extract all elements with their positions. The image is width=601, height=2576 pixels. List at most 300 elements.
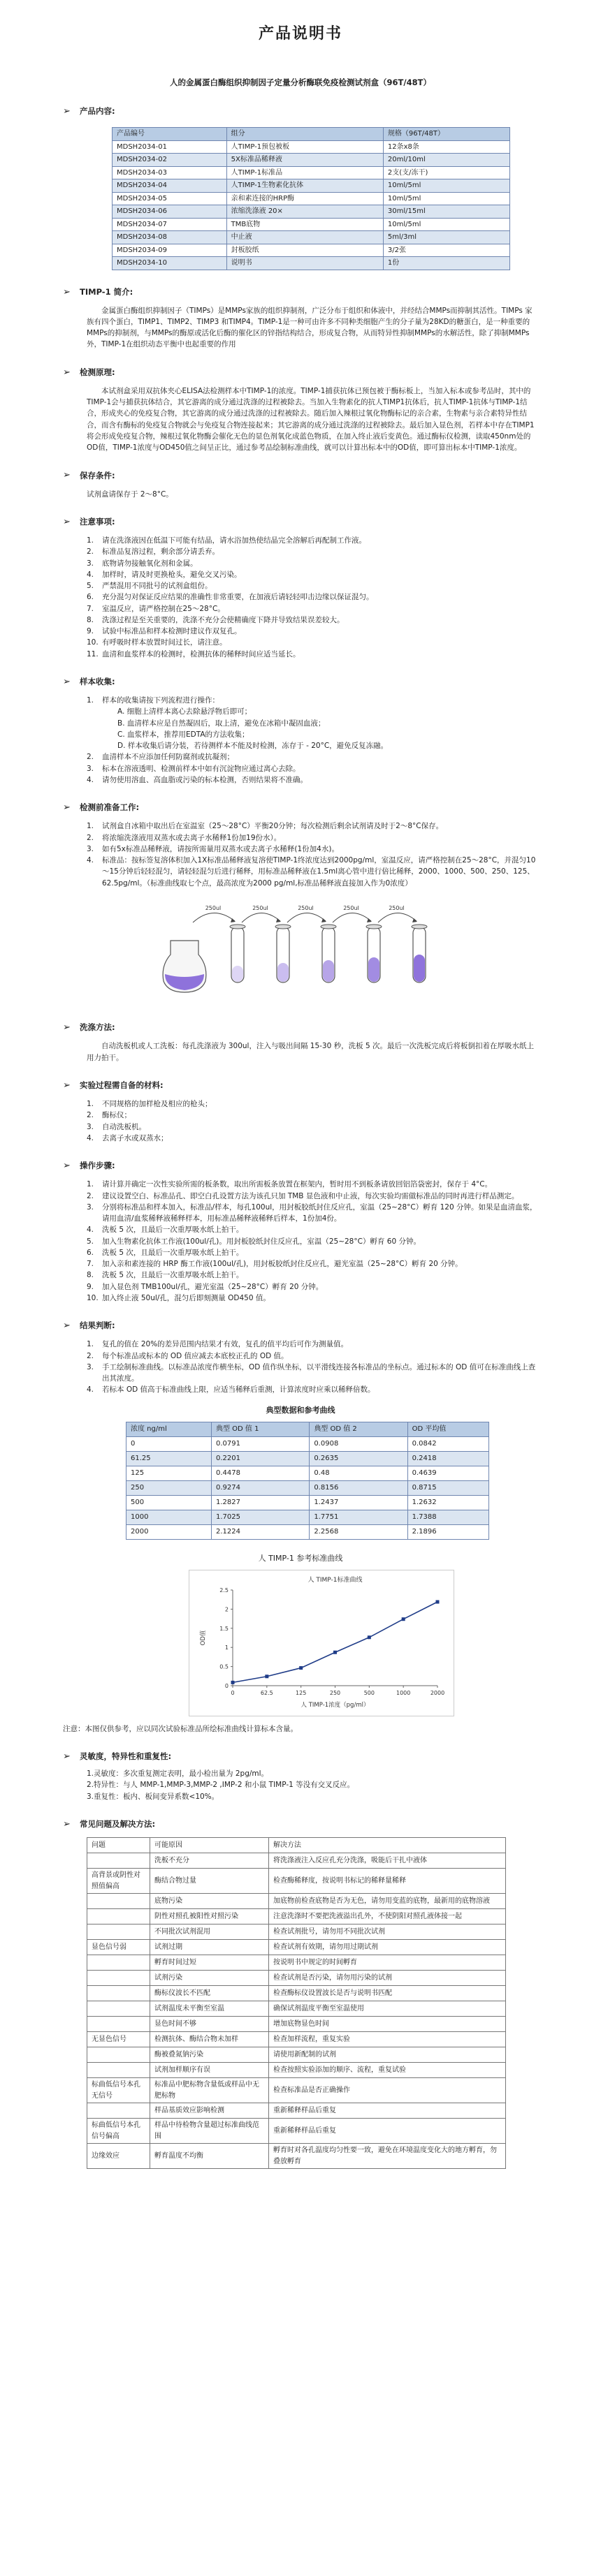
item-text: 加入亲和素连接的 HRP 酶工作液(100ul/孔)，用封板胶纸封住反应孔，避光室温（25~28°C）孵育 20 分钟。 [102,1260,463,1269]
tube-liquid [414,955,425,982]
data-point [368,1635,371,1639]
faq-cell [87,1909,150,1924]
faq-cell: 孵育时对各孔温度均匀性要一致，避免在环境温度变化大的地方孵育，勿叠放孵育 [269,2144,506,2169]
arrow-marker-icon: ➢ [63,802,71,814]
item-text: 室温反应，请严格控制在25～28°C。 [102,604,225,613]
table-cell: 人TIMP-1预包被板 [226,140,383,154]
section-heading: 灵敏度，特异性和重复性: [80,1751,172,1762]
item-number: 6. [87,1248,94,1257]
table-cell: 0.0908 [310,1436,407,1451]
faq-row [87,2103,506,2119]
list-item [87,1269,538,1281]
product-table [112,127,510,270]
y-tick-label: 0.5 [219,1663,229,1670]
table-cell: 20ml/10ml [383,154,509,167]
list-item [87,718,538,729]
faq-cell: 检查标准品是否正确操作 [269,2078,506,2103]
section-heading: 产品内容: [80,106,115,117]
table-cell: 封板胶纸 [226,244,383,257]
item-number: 3. [87,1362,94,1371]
faq-cell: 将洗涤液注入反应孔充分洗涤，吸能后干扎中液体 [269,1853,506,1869]
product-row [113,154,510,167]
product-row [113,166,510,179]
faq-cell: 试剂过期 [150,1940,269,1955]
item-text: 加入终止液 50ul/孔，混匀后即刻测量 OD450 值。 [102,1293,270,1302]
faq-cell: 试剂温度未平衡至室温 [150,2001,269,2017]
data-point [265,1675,268,1678]
list-item [87,569,538,580]
transfer-volume-label: 250ul [389,904,405,911]
table-cell: 2.1896 [407,1524,488,1539]
section-notes [63,515,538,660]
y-tick-label: 0 [224,1682,229,1689]
faq-cell: 标曲低信号本孔信号偏高 [87,2119,150,2144]
steps-list [63,1179,538,1304]
faq-cell: 样品中待检物含量超过标准曲线范围 [150,2119,269,2144]
list-item [87,774,538,786]
table-cell: 500 [126,1495,212,1510]
arrow-marker-icon: ➢ [63,1161,71,1172]
section-materials [63,1079,538,1144]
faq-cell: 孵育时间过短 [150,1955,269,1971]
faq-cell: 检查试剂是否污染，请勿用污染的试剂 [269,1971,506,1986]
faq-cell [87,1894,150,1909]
item-number: 2. [87,547,94,557]
list-item [87,626,538,637]
list-item [87,1384,538,1395]
item-text: 标准品：按标签复溶体积加入1X标准品稀释液复溶使TIMP-1终浓度达到2000pg/ml，室温反应，请严格控制在25～28°C，并混匀10～15分钟后轻轻混匀，请轻轻混匀后进行稀释，用标准品稀释液在1.5ml离心管中进行倍比稀释，2000、1000、500、250、125、62.5pg/ml。（标准曲线取七个点，最高浓度为2000 pg/ml,标准品稀释液直接加入作为0浓度） [102,856,536,888]
table-header-cell: 浓度 ng/ml [126,1422,212,1436]
arrow-marker-icon: ➢ [63,676,71,687]
product-row [113,231,510,244]
x-axis-label: 人 TIMP-1浓度（pg/ml） [300,1701,370,1709]
faq-cell: 样品基质效应影响检测 [150,2103,269,2119]
item-number: 2. [87,833,94,842]
table-cell: 1.2632 [407,1495,488,1510]
transfer-arrow-icon [378,913,417,922]
list-item [87,706,538,717]
arrowhead-icon [276,918,281,922]
item-number: 8. [87,615,94,624]
section-heading: 检测原理: [80,367,115,377]
list-item [87,558,538,569]
item-number: 5. [87,582,94,591]
table-cell: 2支(支/冻干) [383,166,509,179]
data-point [231,1681,235,1684]
section-heading: 操作步骤: [80,1161,115,1171]
table-cell: 5X标准品稀释液 [226,154,383,167]
tube-liquid [277,963,289,982]
item-text: 分别将标准品和样本加入，标准品/样本，每孔100ul，用封板胶纸封住反应孔，室温（25~28°C）孵育 120 分钟。如果是血清血浆，请用血清/血浆稀释液稀释样本，用标准品稀释液稀释后样本，1份加4份。 [102,1202,537,1223]
faq-table [87,1837,506,2169]
faq-cell: 高背景或阴性对照值偏高 [87,1869,150,1894]
item-text: 若标本 OD 值高于标准曲线上限，应适当稀释后重测，计算浓度时应乘以稀释倍数。 [102,1385,375,1394]
faq-header-cell: 可能原因 [150,1838,269,1853]
faq-row [87,2119,506,2144]
table-cell: MDSH2034-07 [113,218,227,231]
faq-cell: 边缘效应 [87,2144,150,2169]
section-heading: 样本收集: [80,677,115,687]
table-cell: 30ml/15ml [383,205,509,219]
faq-cell: 酶结合物过量 [150,1869,269,1894]
section-heading: 实验过程需自备的材料: [80,1080,164,1091]
list-item [87,751,538,763]
item-text: 加入生物素化抗体工作液(100ul/孔)。用封板胶纸封住反应孔，室温（25~28°C）孵育 60 分钟。 [102,1237,421,1246]
faq-cell: 酶被叠氮钠污染 [150,2047,269,2063]
faq-header-row [87,1838,506,1853]
y-tick-label: 1 [224,1644,229,1651]
item-text: B. 血清样本应是自然凝固后，取上清，避免在冰箱中凝固血液； [117,719,326,728]
standard-data-table [126,1422,489,1540]
product-row [113,205,510,219]
std-row [126,1436,489,1451]
item-text: 洗板 5 次，且最后一次重厚吸水纸上拍干。 [102,1271,244,1280]
item-number: 9. [87,627,94,636]
transfer-volume-label: 250ul [252,904,268,911]
table-cell: 亲和素连接的HRP酶 [226,192,383,205]
wash-text: 自动洗板机或人工洗板：每孔洗涤液为 300ul，注入与吸出间隔 15-30 秒，洗板 5 次。最后一次洗板完成后将板倒扣着在厚吸水纸上用力拍干。 [87,1042,534,1062]
list-item [87,603,538,614]
arrow-marker-icon: ➢ [63,286,71,297]
notes-list [63,535,538,660]
faq-row [87,2078,506,2103]
table-cell: 2.2568 [310,1524,407,1539]
arrow-marker-icon: ➢ [63,1022,71,1033]
item-number: 1. [87,1180,94,1189]
faq-row [87,2001,506,2017]
table-cell: 1.2437 [310,1495,407,1510]
page-title: 产品说明书 [258,25,342,43]
section-results [63,1319,538,1735]
item-text: 请在洗涤液因在低温下可能有结晶，请水浴加热使结晶完全溶解后再配制工作液。 [102,536,366,545]
table-cell: MDSH2034-09 [113,244,227,257]
x-tick-label: 1000 [396,1689,411,1696]
item-text: 严禁混用不同批号的试剂盒组份。 [102,582,212,591]
faq-cell: 检查酶标仪设置波长是否与说明书匹配 [269,1986,506,2001]
sensitivity-list [63,1768,538,1802]
list-item [87,1224,538,1235]
faq-row [87,1894,506,1909]
item-number [87,740,102,751]
table-cell: TMB底物 [226,218,383,231]
faq-row [87,2032,506,2047]
item-number: 10. [87,1293,99,1302]
faq-cell [87,1853,150,1869]
list-item [87,763,538,774]
item-number: 1. [87,1100,94,1109]
table-cell: 0.8715 [407,1480,488,1495]
table-header-cell: 产品编号 [113,128,227,141]
list-item [87,844,538,855]
item-text: D. 样本收集后请分装，若待测样本不能及时检测，冻存于 - 20°C，避免反复冻融。 [117,742,389,751]
faq-cell: 加底物前检查底物是否为无色，请勿用变蓝的底物，最新用的底物溶液 [269,1894,506,1909]
list-item [87,695,538,706]
std-table-caption: 典型数据和参考曲线 [266,1405,335,1415]
faq-cell: 不同批次试剂混用 [150,1924,269,1940]
item-number: 4. [87,775,94,784]
storage-text: 试剂盒请保存于 2～8°C。 [87,490,173,499]
tube-rim [366,925,382,929]
intro-text: 金属蛋白酶组织抑制因子（TIMPs）是MMPs家族的组织抑制剂，广泛分布于组织和体液中，并经结合MMPs而抑制其活性。TIMPs 家族有四个蛋白，TIMP1、TIMP2、TIMP3 和TIMP4。TIMP-1是一种可由许多不同种类细胞产生的分子量为28KD的糖蛋白，是一种重要的MMPs的抑制剂，与MMPs的酶原或活化后酶的催化区的锌指结构结合，形成复合物，从而特异性抑制MMPs的水解活性，除了抑制MMPs外，TIMP-1在组织动态平衡中也起重要的作用 [87,306,533,349]
list-item [87,1110,538,1121]
list-item [87,580,538,591]
faq-row [87,2144,506,2169]
item-number: 2. [87,1351,94,1360]
x-tick-label: 250 [329,1689,341,1696]
list-item [87,1191,538,1202]
item-number [87,729,102,740]
table-cell: 0.48 [310,1466,407,1480]
faq-row [87,2063,506,2078]
list-item [87,1121,538,1133]
table-cell: MDSH2034-08 [113,231,227,244]
transfer-arrow-icon [242,913,280,922]
x-tick-label: 125 [296,1689,307,1696]
item-text: 样本的收集请按下列流程进行操作： [102,696,219,705]
item-text: 自动洗板机。 [102,1122,146,1131]
item-text: 每个标准品或标本的 OD 值应减去本底校正孔的 OD 值。 [102,1351,289,1360]
list-item [87,1350,538,1362]
section-content [63,105,538,270]
faq-cell [87,2001,150,2017]
std-row [126,1510,489,1524]
table-cell: 5ml/3ml [383,231,509,244]
table-cell: 0.0791 [212,1436,310,1451]
chart-note: 注意：本图仅供参考，应以同次试验标准品所绘标准曲线计算标本含量。 [63,1724,298,1733]
item-number [87,706,102,717]
table-cell: 0.8156 [310,1480,407,1495]
list-item [87,637,538,648]
std-row [126,1451,489,1466]
item-number: 1. [87,696,94,705]
tube-liquid [323,960,334,982]
list-item [87,855,538,889]
sample-list [63,695,538,786]
table-cell: MDSH2034-04 [113,179,227,193]
item-number [87,718,102,729]
item-number: 6. [87,593,94,602]
transfer-arrow-icon [333,913,371,922]
table-cell: 1份 [383,257,509,270]
item-text: 如有5x标准品稀释液，请按所需量用双蒸水或去离子水稀释(1份加4水)。 [102,844,339,853]
table-cell: 2.1224 [212,1524,310,1539]
item-number: 1. [87,822,94,831]
section-sample [63,675,538,786]
item-text: 请勿使用溶血、高血脂或污染的标本检测，否则结果将不准确。 [102,775,307,784]
table-cell: 中止液 [226,231,383,244]
item-number: 3. [87,1122,94,1131]
product-row [113,244,510,257]
faq-cell: 增加底物显色时间 [269,2017,506,2032]
item-text: 标准品复溶过程，剩余部分请丢弃。 [102,547,219,557]
list-item [87,1133,538,1144]
table-cell: 61.25 [126,1451,212,1466]
section-prep [63,801,538,1000]
faq-cell: 酶标仪波长不匹配 [150,1986,269,2001]
list-item [87,832,538,844]
item-text: 将浓缩洗涤液用双蒸水或去离子水稀释1份加19份水）。 [102,833,282,842]
list-item [87,649,538,660]
item-text: 洗涤过程是至关重要的，洗涤不充分会使精确度下降并导致结果误差较大。 [102,615,345,624]
faq-row [87,1971,506,1986]
transfer-arrow-icon [287,913,326,922]
table-cell: 0.9274 [212,1480,310,1495]
data-point [436,1600,440,1603]
std-row [126,1524,489,1539]
arrow-marker-icon: ➢ [63,1080,71,1091]
faq-cell [87,1924,150,1940]
arrow-marker-icon: ➢ [63,1818,71,1830]
table-cell: 2000 [126,1524,212,1539]
tube-rim [230,925,245,929]
item-number: 1. [87,536,94,545]
item-text: 标本在溶液透明、检测前样本中如有沉淀物应通过离心去除。 [102,764,300,773]
item-number: 3. [87,844,94,853]
table-cell: 3/2张 [383,244,509,257]
list-item [87,535,538,546]
x-tick-label: 62.5 [260,1689,273,1696]
materials-list [63,1098,538,1144]
faq-cell: 请使用新配制的试剂 [269,2047,506,2063]
table-header-cell: 组分 [226,128,383,141]
table-cell: MDSH2034-05 [113,192,227,205]
table-cell: 0.4478 [212,1466,310,1480]
arrow-marker-icon: ➢ [63,1320,71,1332]
section-wash [63,1021,538,1063]
list-item [87,729,538,740]
faq-cell: 按说明书中规定的时间孵育 [269,1955,506,1971]
arrowhead-icon [321,918,326,922]
table-cell: 1.2827 [212,1495,310,1510]
item-number: 3. [87,764,94,773]
std-row [126,1495,489,1510]
table-cell: MDSH2034-01 [113,140,227,154]
item-text: 加入显色剂 TMB100ul/孔，避光室温（25~28°C）孵育 20 分钟。 [102,1282,324,1291]
arrowhead-icon [412,918,417,922]
list-item [87,1281,538,1293]
arrow-marker-icon: ➢ [63,367,71,378]
std-row [126,1480,489,1495]
data-point [333,1650,337,1654]
faq-cell: 试剂加样顺序有误 [150,2063,269,2078]
item-text: 洗板 5 次，且最后一次重厚吸水纸上拍干。 [102,1248,244,1257]
table-cell: 说明书 [226,257,383,270]
section-heading: 保存条件: [80,470,115,480]
table-cell: 0.4639 [407,1466,488,1480]
faq-header-cell: 问题 [87,1838,150,1853]
list-item [87,1362,538,1385]
results-list [63,1339,538,1395]
sensitivity-item: 1.灵敏度：多次重复测定表明，最小检出量为 2pg/ml。 [87,1769,269,1779]
faq-cell: 试剂污染 [150,1971,269,1986]
faq-cell: 底物污染 [150,1894,269,1909]
faq-row [87,1955,506,1971]
table-cell: 0.2418 [407,1451,488,1466]
faq-row [87,1869,506,1894]
faq-cell [87,1986,150,2001]
list-item [87,740,538,751]
faq-header-cell: 解决方法 [269,1838,506,1853]
faq-cell: 检测抗体、酶结合物未加样 [150,2032,269,2047]
item-number: 10. [87,638,99,647]
list-item [87,1247,538,1258]
table-cell: 125 [126,1466,212,1480]
item-text: 酶标仪； [102,1111,131,1120]
product-row [113,140,510,154]
item-number: 4. [87,1385,94,1394]
item-number: 2. [87,753,94,762]
standard-curve-chart [189,1570,454,1716]
table-cell: 0 [126,1436,212,1451]
table-cell: 1.7751 [310,1510,407,1524]
std-row [126,1466,489,1480]
table-cell: 1000 [126,1510,212,1524]
transfer-volume-label: 250ul [343,904,359,911]
item-text: 洗板 5 次，且最后一次重厚吸水纸上拍干。 [102,1226,244,1235]
item-number: 9. [87,1282,94,1291]
tube-rim [275,925,291,929]
section-heading: 检测前准备工作: [80,802,140,813]
list-item [87,1179,538,1190]
item-number: 8. [87,1271,94,1280]
item-number: 7. [87,604,94,613]
item-number: 3. [87,1202,94,1212]
arrow-marker-icon: ➢ [63,1751,71,1762]
transfer-arrow-icon [193,913,235,922]
item-number: 4. [87,1133,94,1142]
table-cell: MDSH2034-10 [113,257,227,270]
item-number: 2. [87,1191,94,1200]
faq-cell [87,2063,150,2078]
table-header-cell: 典型 OD 值 1 [212,1422,310,1436]
item-number: 3. [87,559,94,568]
faq-cell: 检查酶稀释度，按说明书标记的稀释量稀释 [269,1869,506,1894]
y-tick-label: 1.5 [219,1625,229,1632]
faq-cell: 阴性对照孔被阳性对照污染 [150,1909,269,1924]
section-steps [63,1159,538,1304]
principle-text: 本试剂盒采用双抗体夹心ELISA法检测样本中TIMP-1的浓度。TIMP-1捕获抗体已预包被于酶标板上，当加入标本或参考品时，其中的TIMP-1会与捕获抗体结合，其它游离的成分通过洗涤的过程被除去。当加入生物素化的抗人TIMP1抗体后，抗人TIMP-1抗体与TIMP-1结合，形成夹心的免疫复合物，其它游离的成分通过洗涤的过程被除去。随后加入辣根过氧化物酶标记的亲合素，生物素与亲合素特异性结合，而含有酶标的免疫复合物就会与免疫复合物连接起来；其它游离的成分通过洗涤的过程被除去。最后加入显色剂，若样本中存在TIMP1将会形成免疫复合物，辣根过氧化物酶会催化无色的显色剂氧化成蓝色物质，在加入终止液后变黄色。通过酶标仪检测，读取450nm处的OD值，TIMP-1浓度与OD450值之间呈正比，通过参考品绘制标准曲线，就可以计算出标本中的OD值，即可算出标本中TIMP-1浓度。 [87,386,535,452]
section-sensitivity [63,1750,538,1802]
item-text: 加样时，请及时更换枪头，避免交叉污染。 [102,570,242,579]
faq-row [87,1924,506,1940]
section-heading: 洗涤方法: [80,1022,115,1033]
faq-cell: 注意洗涤时不要把洗液溢出孔外，不使阴阳对照孔液体接一起 [269,1909,506,1924]
table-cell: 10ml/5ml [383,192,509,205]
faq-cell [87,2017,150,2032]
item-text: 不同规格的加样枪及相应的枪头； [102,1100,212,1109]
list-item [87,1339,538,1350]
x-tick-label: 2000 [430,1689,445,1696]
product-row [113,218,510,231]
faq-cell: 确保试剂温度平衡至室温使用 [269,2001,506,2017]
faq-row [87,1853,506,1869]
item-text: 手工绘制标准曲线。以标准品浓度作横坐标，OD 值作纵坐标，以平滑线连接各标准品的坐标点。通过标本的 OD 值可在标准曲线上查出其浓度。 [102,1362,536,1383]
product-subtitle: 人的金属蛋白酶组织抑制因子定量分析酶联免疫检测试剂盒（96T/48T） [170,78,431,88]
faq-row [87,2047,506,2063]
arrow-marker-icon: ➢ [63,105,71,117]
tube-rim [321,925,336,929]
data-point [299,1666,303,1670]
arrow-marker-icon: ➢ [63,516,71,527]
faq-cell: 显色信号弱 [87,1940,150,1955]
sensitivity-item: 2.特异性：与人 MMP-1,MMP-3,MMP-2 ,IMP-2 和小鼠 TIMP-1 等没有交叉反应。 [87,1781,355,1790]
item-number: 4. [87,570,94,579]
table-cell: 1.7388 [407,1510,488,1524]
table-cell: 1.7025 [212,1510,310,1524]
table-cell: 10ml/5ml [383,179,509,193]
table-cell: 250 [126,1480,212,1495]
x-tick-label: 0 [231,1689,235,1696]
